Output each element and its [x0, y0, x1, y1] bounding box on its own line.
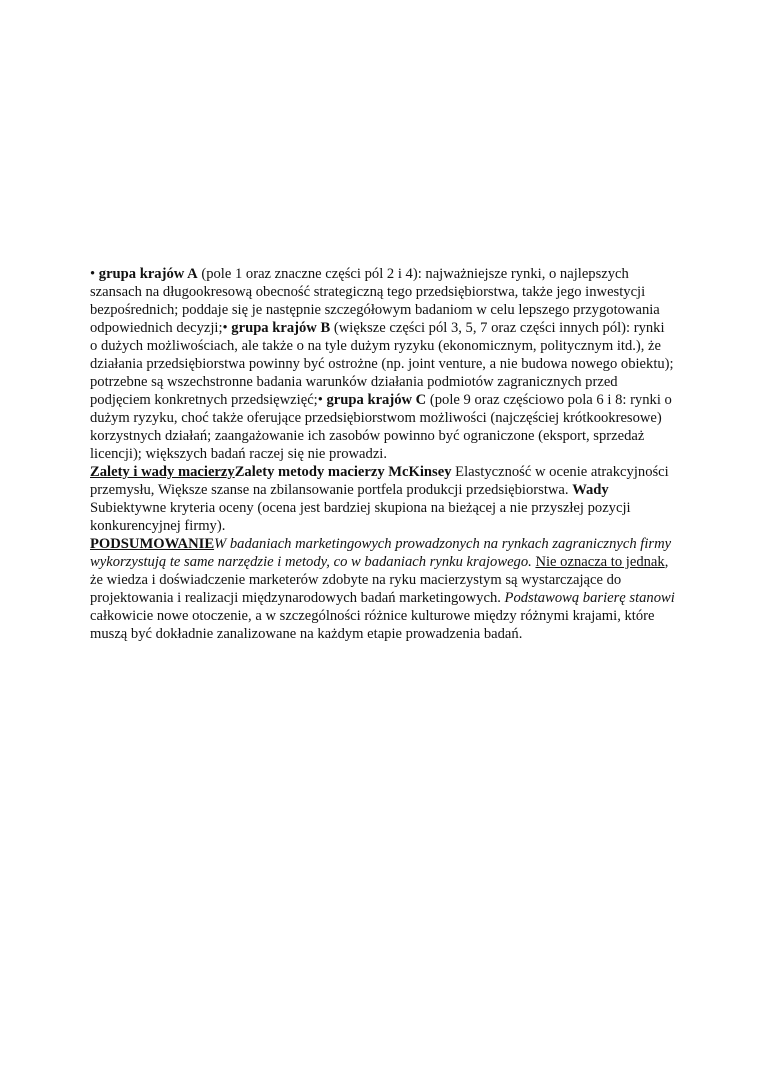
group-b-label: grupa krajów B	[231, 320, 331, 336]
summary-paragraph	[90, 535, 675, 643]
group-a-label: grupa krajów A	[98, 266, 198, 282]
group-b-text: (większe części pól 3, 5, 7 oraz części innych pól): rynki o dużych możliwościach, ale także o na tyle dużym ryzyku (ekonomicznym, politycznym itd.), że działania przedsiębiorstwa powinny być ostrożne (np. joint venture, a nie budowa nowego obiektu); potrzebne są wszechstronne badania warunków działania podmiotów zagranicznych przed podjęciem konkretnych przedsięwzięć;	[90, 320, 674, 408]
country-groups-paragraph	[90, 265, 675, 463]
advantages-text: Elastyczność w ocenie atrakcyjności przemysłu, Większe szanse na zbilansowanie portfela produkcji przedsiębiorstwa.	[90, 464, 669, 498]
summary-italic-1: W badaniach marketingowych prowadzonych na rynkach zagranicznych firmy wykorzystują te same narzędzie i metody, co w badaniach rynku krajowego.	[90, 536, 672, 570]
bullet-c: •	[317, 392, 323, 408]
pros-cons-paragraph	[90, 463, 675, 535]
summary-underlined: Nie oznacza to jednak	[535, 554, 665, 570]
summary-heading: PODSUMOWANIE	[90, 536, 215, 552]
group-c-label: grupa krajów C	[326, 392, 427, 408]
pros-cons-heading: Zalety i wady macierzy	[90, 464, 235, 480]
group-a-text: (pole 1 oraz znaczne części pól 2 i 4): najważniejsze rynki, o najlepszych szansach na długookresową obecność strategiczną tego przedsiębiorstwa, także jego inwestycji bezpośrednich; poddaje się je następnie szczegółowym badaniom w celu lepszego przygotowania odpowiednich decyzji;	[90, 266, 660, 336]
disadvantages-label: Wady	[572, 482, 609, 498]
disadvantages-text: Subiektywne kryteria oceny (ocena jest bardziej skupiona na bieżącej a nie przyszłej pozycji konkurencyjnej firmy).	[90, 500, 631, 534]
summary-text-2: całkowicie nowe otoczenie, a w szczególności różnice kulturowe między różnymi krajami, które muszą być dokładnie zanalizowane na każdym etapie prowadzenia badań.	[90, 608, 655, 642]
mckinsey-advantages-heading: Zalety metody macierzy McKinsey	[234, 464, 452, 480]
group-c-text: (pole 9 oraz częściowo pola 6 i 8: rynki o dużym ryzyku, choć także oferujące przedsiębiorstwom możliwości (najczęściej krótkookresowe) korzystnych działań; zaangażowanie ich zasobów powinno być ograniczone (eksport, sprzedaż licencji); większych badań raczej się nie prowadzi.	[90, 392, 672, 462]
summary-text-1: , że wiedza i doświadczenie marketerów zdobyte na ryku macierzystym są wystarczające do projektowania i realizacji międzynarodowych badań marketingowych.	[90, 554, 669, 606]
document-body	[90, 265, 675, 643]
bullet-b: •	[222, 320, 228, 336]
bullet-a: •	[90, 266, 96, 282]
summary-italic-2: Podstawową barierę stanowi	[504, 590, 675, 606]
